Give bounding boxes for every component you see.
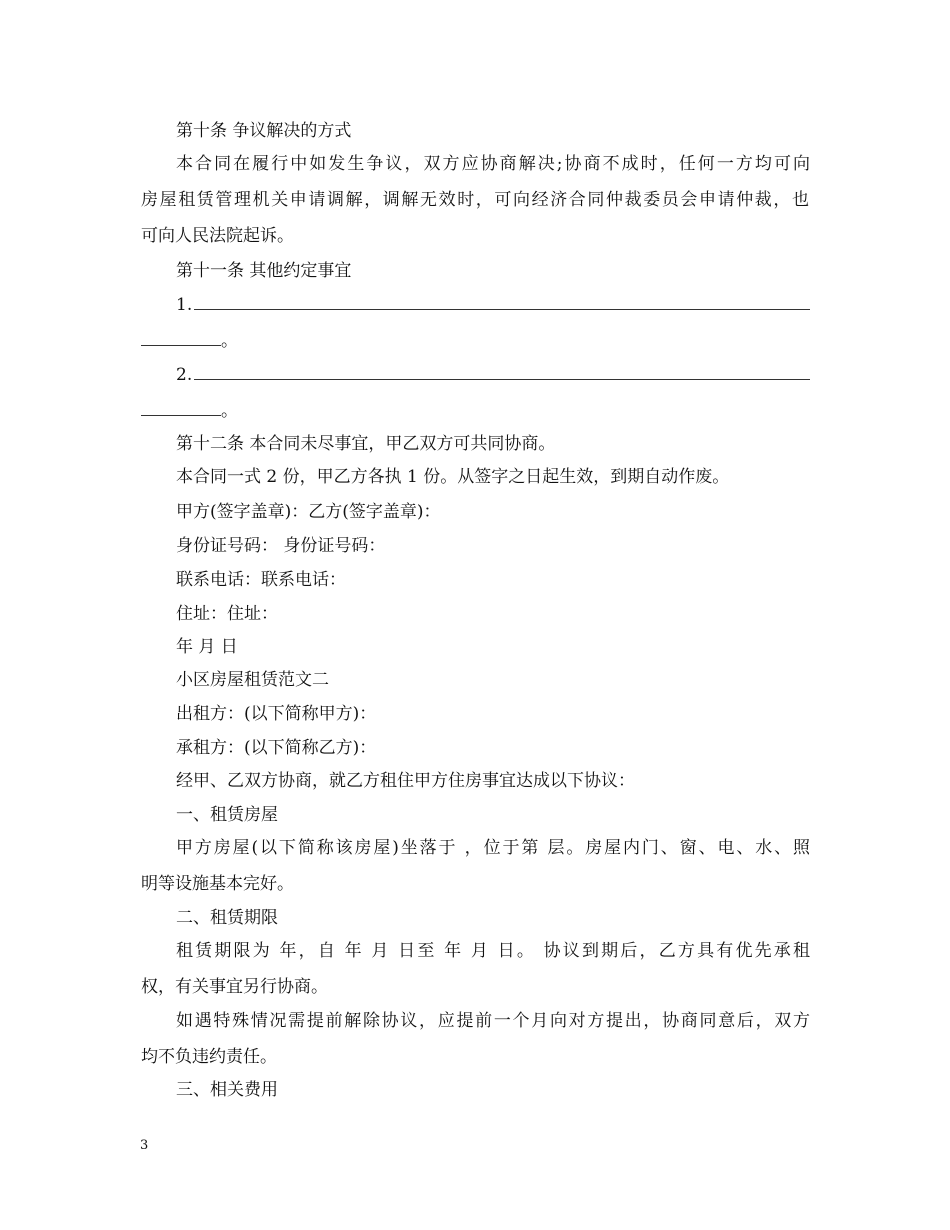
paragraph-line: 本合同一式 2 份，甲乙方各执 1 份。从签字之日起生效，到期自动作废。 (176, 467, 730, 487)
paragraph-line: 房屋租赁管理机关申请调解，调解无效时，可向经济合同仲裁委员会申请仲裁，也 (141, 190, 809, 210)
blank-item-2 (176, 364, 810, 386)
address-line: 住址：住址： (176, 604, 278, 624)
paragraph-line: 均不负违约责任。 (141, 1047, 277, 1067)
period: 。 (221, 401, 238, 421)
fill-blank-line (141, 330, 221, 346)
period: 。 (221, 331, 238, 351)
heading-rental-term: 二、租赁期限 (176, 908, 278, 928)
page-number: 3 (140, 1138, 149, 1153)
paragraph-line: 权，有关事宜另行协商。 (141, 977, 328, 997)
paragraph-line: 如遇特殊情况需提前解除协议，应提前一个月向对方提出，协商同意后，双方 (176, 1011, 810, 1031)
paragraph-line: 甲方房屋(以下简称该房屋)坐落于 ，位于第 层。房屋内门、窗、电、水、照 (176, 838, 810, 858)
section-title: 小区房屋租赁范文二 (176, 670, 329, 690)
heading-rental-house: 一、租赁房屋 (176, 805, 278, 825)
blank-item-2-end (141, 400, 238, 422)
blank-item-1 (176, 294, 810, 316)
paragraph-line: 可向人民法院起诉。 (141, 226, 294, 246)
fill-blank-line (194, 294, 810, 310)
paragraph-line: 本合同在履行中如发生争议，双方应协商解决;协商不成时，任何一方均可向 (176, 154, 810, 174)
phone-line: 联系电话：联系电话： (176, 570, 346, 590)
fill-blank-line (194, 364, 810, 380)
fill-blank-line (141, 400, 221, 416)
signature-line: 甲方(签字盖章)：乙方(签字盖章)： (176, 502, 441, 522)
item-number: 1. (176, 295, 193, 315)
id-number-line: 身份证号码： 身份证号码： (176, 536, 386, 556)
article-11-heading: 第十一条 其他约定事宜 (176, 261, 352, 281)
lessor-line: 出租方：(以下简称甲方)： (176, 704, 377, 724)
blank-item-1-end (141, 330, 238, 352)
paragraph-line: 明等设施基本完好。 (141, 874, 294, 894)
paragraph-line: 经甲、乙双方协商，就乙方租住甲方住房事宜达成以下协议： (176, 771, 635, 791)
heading-related-fees: 三、相关费用 (176, 1080, 278, 1100)
lessee-line: 承租方：(以下简称乙方)： (176, 738, 377, 758)
date-line: 年 月 日 (176, 637, 238, 657)
article-12: 第十二条 本合同未尽事宜，甲乙双方可共同协商。 (176, 434, 556, 454)
article-10-heading: 第十条 争议解决的方式 (176, 121, 352, 141)
item-number: 2. (176, 365, 193, 385)
paragraph-line: 租赁期限为 年，自 年 月 日至 年 月 日。 协议到期后，乙方具有优先承租 (176, 941, 810, 961)
